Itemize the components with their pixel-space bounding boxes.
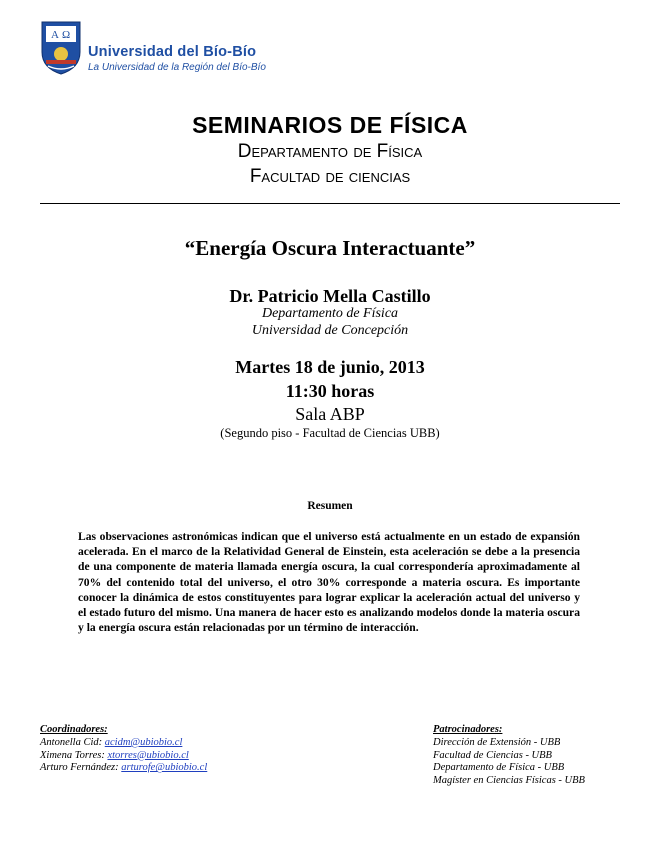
abstract-heading: Resumen: [307, 500, 353, 512]
coordinator-name: Ximena Torres:: [40, 749, 105, 761]
coordinator-email-link[interactable]: acidm@ubiobio.cl: [104, 736, 183, 748]
svg-text:Ω: Ω: [62, 29, 71, 41]
coordinator-row: [40, 737, 207, 750]
coordinator-email-link[interactable]: arturofe@ubiobio.cl: [121, 762, 208, 774]
coordinator-name: Arturo Fernández:: [40, 762, 119, 774]
coordinator-row: [40, 750, 207, 763]
sponsors-block: [433, 724, 585, 788]
university-name: Universidad del Bío-Bío: [88, 44, 257, 60]
abstract-text: Las observaciones astronómicas indican que el universo está actualmente en un estado de expansión acelerada. En el marco de la Relatividad General de Einstein, esta aceleración se debe a la presencia de una componente de materia llamada energía oscura, la cual correspondería aproximadamente al 70% del contenido total del universo, el otro 30% corresponde a materia oscura. Es importante conocer la dinámica de estos constituyentes para lograr explicar la aceleración actual del universo y el estado futuro del mismo. Una manera de hacer esto es analizando modelos donde la materia oscura y la energía oscura están relacionadas por un término de interacción.: [78, 530, 580, 635]
speaker-name: Dr. Patricio Mella Castillo: [229, 286, 431, 306]
sponsor-item: Departamento de Física - UBB: [433, 762, 565, 774]
coordinators-heading: Coordinadores:: [40, 724, 108, 735]
room-location-note: (Segundo piso - Facultad de Ciencias UBB): [220, 426, 440, 440]
coordinators-block: [40, 724, 207, 775]
talk-date: Martes 18 de junio, 2013: [235, 357, 425, 377]
seminar-series-title: SEMINARIOS DE FÍSICA: [192, 112, 468, 138]
talk-time: 11:30 horas: [285, 381, 375, 401]
faculty-name: Facultad de ciencias: [249, 166, 411, 187]
talk-title: “Energía Oscura Interactuante”: [184, 236, 476, 260]
speaker-university: Universidad de Concepción: [251, 323, 409, 338]
coordinator-email-link[interactable]: xtorres@ubiobio.cl: [107, 749, 189, 761]
university-logo: [40, 16, 266, 78]
university-shield-icon: [40, 16, 82, 76]
talk-room: Sala ABP: [295, 404, 365, 424]
coordinator-row: [40, 762, 207, 775]
svg-text:A: A: [51, 29, 59, 41]
speaker-department: Departamento de Física: [261, 306, 399, 321]
department-name: Departamento de Física: [237, 141, 423, 162]
coordinator-name: Antonella Cid:: [40, 736, 103, 748]
sponsors-heading: Patrocinadores:: [433, 724, 503, 735]
sponsor-item: Dirección de Extensión - UBB: [433, 736, 561, 748]
header-divider: [40, 203, 620, 204]
sponsor-item: Magíster en Ciencias Físicas - UBB: [433, 775, 585, 787]
university-tagline: La Universidad de la Región del Bío-Bío: [88, 62, 266, 73]
sponsor-item: Facultad de Ciencias - UBB: [433, 749, 552, 761]
